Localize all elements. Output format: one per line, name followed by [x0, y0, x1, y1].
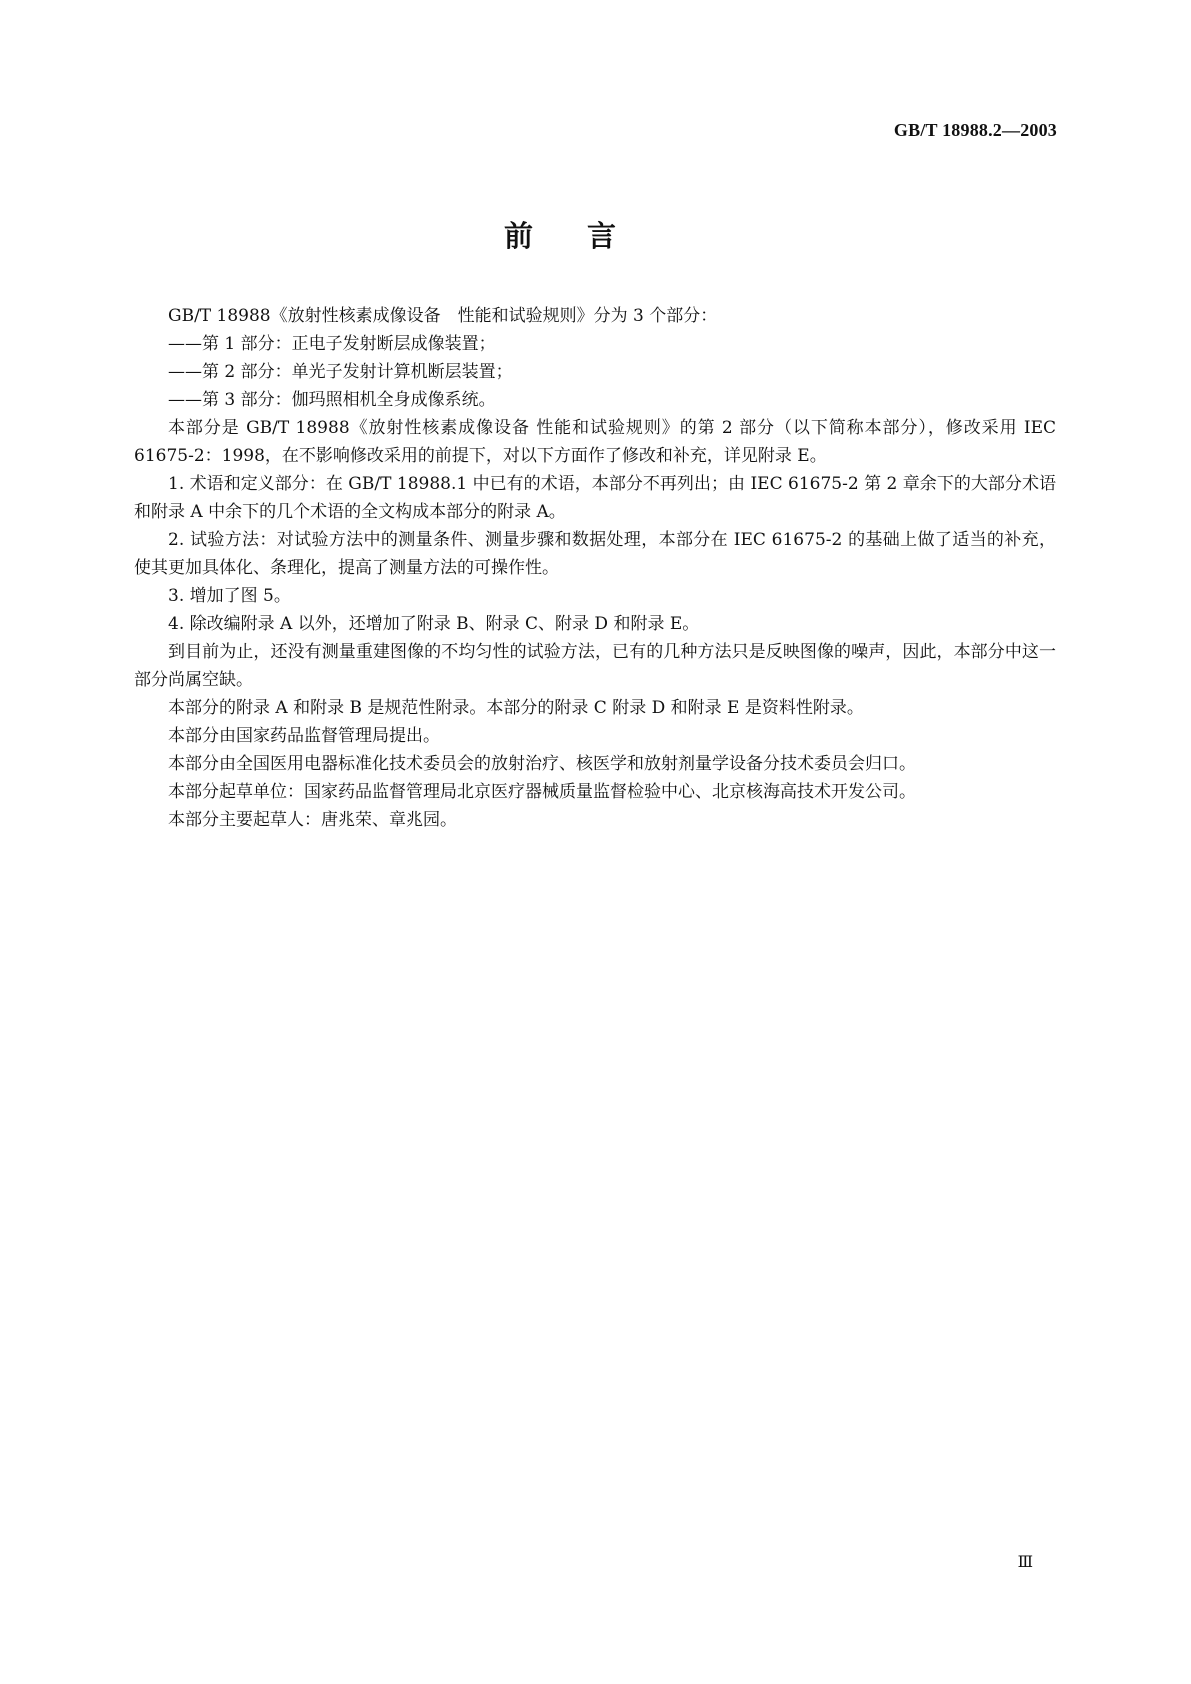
intro-paragraph: GB/T 18988《放射性核素成像设备 性能和试验规则》分为 3 个部分： — [168, 306, 718, 326]
body-paragraph: 本部分是 GB/T 18988《放射性核素成像设备 性能和试验规则》的第 2 部分（以下简称本部分），修改采用 IEC 61675-2：1998，在不影响修改采用的前提下，对以下方面作了修改和补充，详见附录 E。 — [134, 418, 1056, 466]
numbered-item: 3. 增加了图 5。 — [168, 586, 291, 606]
numbered-item: 1. 术语和定义部分：在 GB/T 18988.1 中已有的术语，本部分不再列出；由 IEC 61675-2 第 2 章余下的大部分术语和附录 A 中余下的几个术语的全文构成本部分的附录 A。 — [134, 474, 1056, 522]
body-paragraph: 本部分由国家药品监督管理局提出。 — [168, 726, 440, 746]
numbered-item: 4. 除改编附录 A 以外，还增加了附录 B、附录 C、附录 D 和附录 E。 — [168, 614, 700, 634]
body-paragraph: 本部分主要起草人：唐兆荣、章兆园。 — [168, 810, 457, 830]
part-list-item: ——第 3 部分：伽玛照相机全身成像系统。 — [168, 390, 496, 410]
part-list-item: ——第 2 部分：单光子发射计算机断层装置； — [168, 362, 513, 382]
standard-number: GB/T 18988.2—2003 — [893, 120, 1057, 140]
body-paragraph: 到目前为止，还没有测量重建图像的不均匀性的试验方法，已有的几种方法只是反映图像的噪声，因此，本部分中这一部分尚属空缺。 — [134, 642, 1056, 690]
part-list-item: ——第 1 部分：正电子发射断层成像装置； — [168, 334, 496, 354]
preface-body — [134, 302, 1056, 834]
numbered-item: 2. 试验方法：对试验方法中的测量条件、测量步骤和数据处理，本部分在 IEC 61675-2 的基础上做了适当的补充，使其更加具体化、条理化，提高了测量方法的可操作性。 — [134, 530, 1056, 578]
page-number: Ⅲ — [1017, 1554, 1032, 1571]
body-paragraph: 本部分起草单位：国家药品监督管理局北京医疗器械质量监督检验中心、北京核海高技术开发公司。 — [168, 782, 916, 802]
body-paragraph: 本部分的附录 A 和附录 B 是规范性附录。本部分的附录 C 附录 D 和附录 E 是资料性附录。 — [168, 698, 864, 718]
page-title: 前言 — [503, 219, 670, 253]
body-paragraph: 本部分由全国医用电器标准化技术委员会的放射治疗、核医学和放射剂量学设备分技术委员会归口。 — [168, 754, 916, 774]
